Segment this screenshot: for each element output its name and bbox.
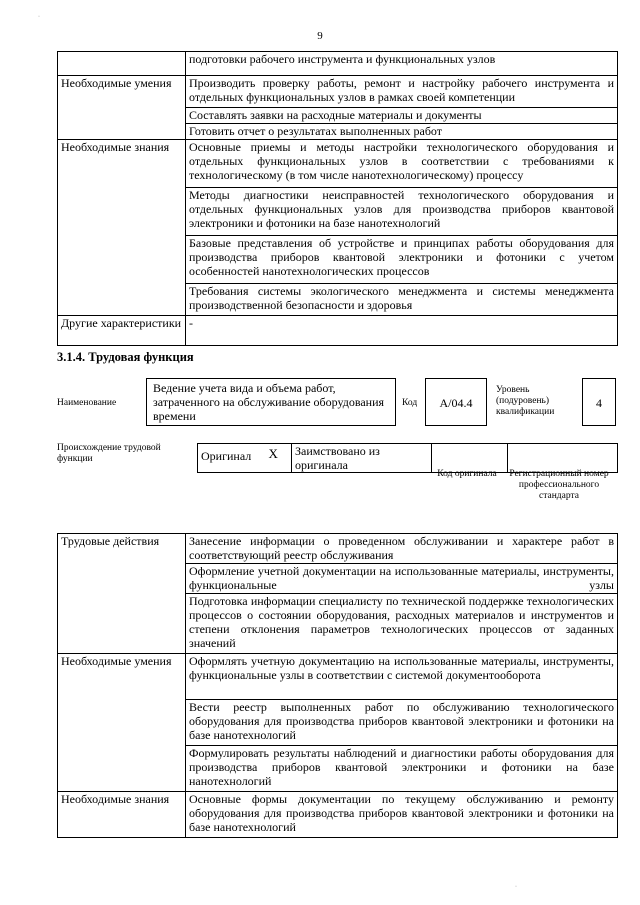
qualification-level-box: 4 xyxy=(582,378,616,426)
table-cell: Оформлять учетную документацию на использованные материалы, инструменты, функциональные узлы в соответствии с системой документооборота xyxy=(186,654,618,700)
row-label xyxy=(58,52,186,76)
table-cell: Занесение информации о проведенном обслуживании и характере работ в соответствующий реестр обслуживания xyxy=(186,534,618,564)
table-cell: Основные формы документации по текущему обслуживанию и ремонту оборудования для производства приборов квантовой электроники и фотоники на базе нанотехнологий xyxy=(186,792,618,838)
code-label: Код xyxy=(402,398,418,408)
table-cell: Формулировать результаты наблюдений и диагностики работы оборудования для производства приборов квантовой электроники и фотоники на базе нанотехнологий xyxy=(186,746,618,792)
table-cell: Оформление учетной документации на использованные материалы, инструменты, функциональные узлы xyxy=(186,564,618,594)
table-cell: Методы диагностики неисправностей технологического оборудования и отдельных функциональных узлов для производства приборов квантовой электроники и фотоники на базе нанотехнологий xyxy=(186,188,618,236)
scan-mark: · xyxy=(38,14,40,20)
function-code-box: A/04.4 xyxy=(425,378,487,426)
page-number: 9 xyxy=(317,30,323,42)
table-cell: Готовить отчет о результатах выполненных работ xyxy=(186,124,618,140)
row-label-skills-2: Необходимые умения xyxy=(58,654,186,792)
borrowed-label: Заимствовано из оригинала xyxy=(292,444,432,473)
table-row xyxy=(58,792,618,838)
row-label-knowledge-2: Необходимые знания xyxy=(58,792,186,838)
level-label: Уровень (подуровень) квалификации xyxy=(496,385,555,417)
table-cell: Вести реестр выполненных работ по обслуживанию технологического оборудования для производства приборов квантовой электроники и фотоники на базе нанотехнологий xyxy=(186,700,618,746)
table-cell: Составлять заявки на расходные материалы и документы xyxy=(186,108,618,124)
knowledge-skills-table-1 xyxy=(57,51,618,346)
original-label: Оригинал xyxy=(198,444,256,473)
labor-function-table xyxy=(57,533,618,838)
section-title: 3.1.4. Трудовая функция xyxy=(57,350,194,364)
row-label-other: Другие характеристики xyxy=(58,316,186,346)
table-row xyxy=(58,140,618,188)
scan-mark: · xyxy=(515,884,517,890)
table-cell: Основные приемы и методы настройки технологического оборудования и отдельных функциональных узлов в соответствии с требованиями к технологическому (в том числе нанотехнологическому) процессу xyxy=(186,140,618,188)
registration-caption: Регистрационный номер профессионального стандарта xyxy=(509,469,609,501)
table-cell: Базовые представления об устройстве и принципах работы оборудования для производства приборов квантовой электроники и фотоники с учетом особенностей нанотехнологических процессов xyxy=(186,236,618,284)
function-name-box: Ведение учета вида и объема работ, затраченного на обслуживание оборудования времени xyxy=(146,378,396,426)
table-cell: Подготовка информации специалисту по технической поддержке технологических процессов о состоянии оборудования, расходных материалов и инструментов и степени отклонения параметров технологических процессов от заданных значений xyxy=(186,594,618,654)
table-cell: подготовки рабочего инструмента и функциональных узлов xyxy=(186,52,618,76)
row-label-skills: Необходимые умения xyxy=(58,76,186,140)
table-cell: - xyxy=(186,316,618,346)
original-mark: X xyxy=(256,444,292,473)
row-label-knowledge: Необходимые знания xyxy=(58,140,186,316)
row-label-actions: Трудовые действия xyxy=(58,534,186,654)
table-cell: Требования системы экологического менеджмента и системы менеджмента производственной безопасности и здоровья xyxy=(186,284,618,316)
table-row xyxy=(58,316,618,346)
origin-label: Происхождение трудовой функции xyxy=(57,443,161,464)
table-row xyxy=(58,76,618,108)
table-cell: Производить проверку работы, ремонт и настройку рабочего инструмента и отдельных функциональных узлов в рамках своей компетенции xyxy=(186,76,618,108)
code-caption: Код оригинала xyxy=(437,469,497,479)
name-label: Наименование xyxy=(57,398,117,408)
table-row xyxy=(58,654,618,700)
table-row xyxy=(58,52,618,76)
table-row xyxy=(58,534,618,564)
